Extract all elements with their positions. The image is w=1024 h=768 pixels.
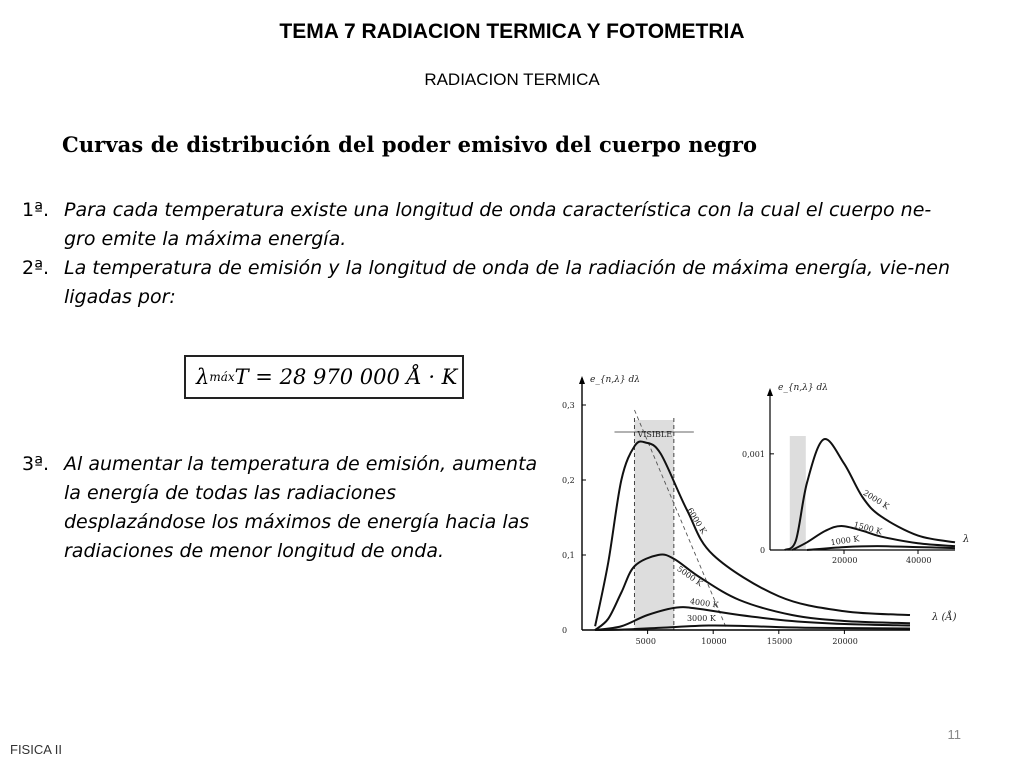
wien-formula-box	[184, 355, 464, 399]
main-y-axis-label: e_{n,λ} dλ	[590, 375, 640, 385]
point-text: La temperatura de emisión y la longitud de onda de la radiación de máxima energía, vie-nen ligadas por:	[64, 257, 950, 308]
main-y-axis-arrow	[579, 376, 585, 384]
inset-series-label: 2000 K	[861, 488, 891, 512]
inset-y-tick-label: 0,001	[742, 449, 765, 459]
main-series-label: 6000 K	[685, 506, 709, 536]
inset-x-tick-label: 20000	[832, 556, 858, 565]
inset-y-axis-label: e_{n,λ} dλ	[778, 383, 828, 393]
footer-course: FISICA II	[10, 742, 63, 757]
main-x-tick-label: 5000	[635, 637, 656, 646]
inset-series-label: 1000 K	[830, 534, 860, 548]
main-y-tick-label: 0	[562, 626, 568, 635]
main-x-axis-label: λ (Å)	[932, 612, 957, 623]
formula-lambda: λ	[196, 365, 210, 389]
main-x-tick-label: 15000	[766, 637, 793, 646]
main-series-label: 4000 K	[689, 596, 720, 610]
inset-series-label: 1500 K	[852, 520, 883, 537]
main-y-tick-label: 0,1	[562, 551, 575, 560]
main-series-label: 3000 K	[686, 614, 716, 623]
visible-band	[634, 420, 673, 630]
inset-y-axis-arrow	[767, 388, 773, 396]
main-y-tick-label: 0,3	[562, 401, 575, 410]
main-series-label: 5000 K	[675, 564, 705, 589]
blackbody-figure	[560, 360, 980, 660]
inset-y-tick-label: 0	[760, 546, 766, 555]
main-y-tick-label: 0,2	[562, 476, 575, 485]
point-1	[22, 196, 952, 254]
slide-title: TEMA 7 RADIACION TERMICA Y FOTOMETRIA	[279, 20, 745, 43]
formula-subscript: máx	[209, 370, 235, 384]
formula-rest: T = 28 970 000 Å · K	[234, 365, 458, 389]
main-x-tick-label: 20000	[832, 637, 858, 646]
section-heading: Curvas de distribución del poder emisivo del cuerpo negro	[62, 132, 758, 157]
blackbody-chart-svg	[560, 360, 980, 660]
slide-subtitle: RADIACION TERMICA	[424, 70, 600, 89]
point-number: 1ª.	[22, 199, 50, 221]
point-3	[22, 450, 542, 566]
page-number: 11	[947, 727, 961, 742]
visible-band-label: VISIBLE	[637, 430, 673, 439]
main-x-tick-label: 10000	[701, 637, 727, 646]
point-number: 2ª.	[22, 257, 50, 279]
point-2	[22, 254, 952, 312]
inset-x-axis-label: λ	[963, 534, 970, 545]
point-text: Para cada temperatura existe una longitud de onda característica con la cual el cuerpo ne-gro emite la máxima energía.	[64, 199, 932, 250]
point-number: 3ª.	[22, 453, 50, 475]
inset-x-tick-label: 40000	[906, 556, 932, 565]
point-text: Al aumentar la temperatura de emisión, aumenta la energía de todas las radiaciones desplazándose los máximos de energía hacia las radiaciones de menor longitud de onda.	[64, 453, 538, 562]
